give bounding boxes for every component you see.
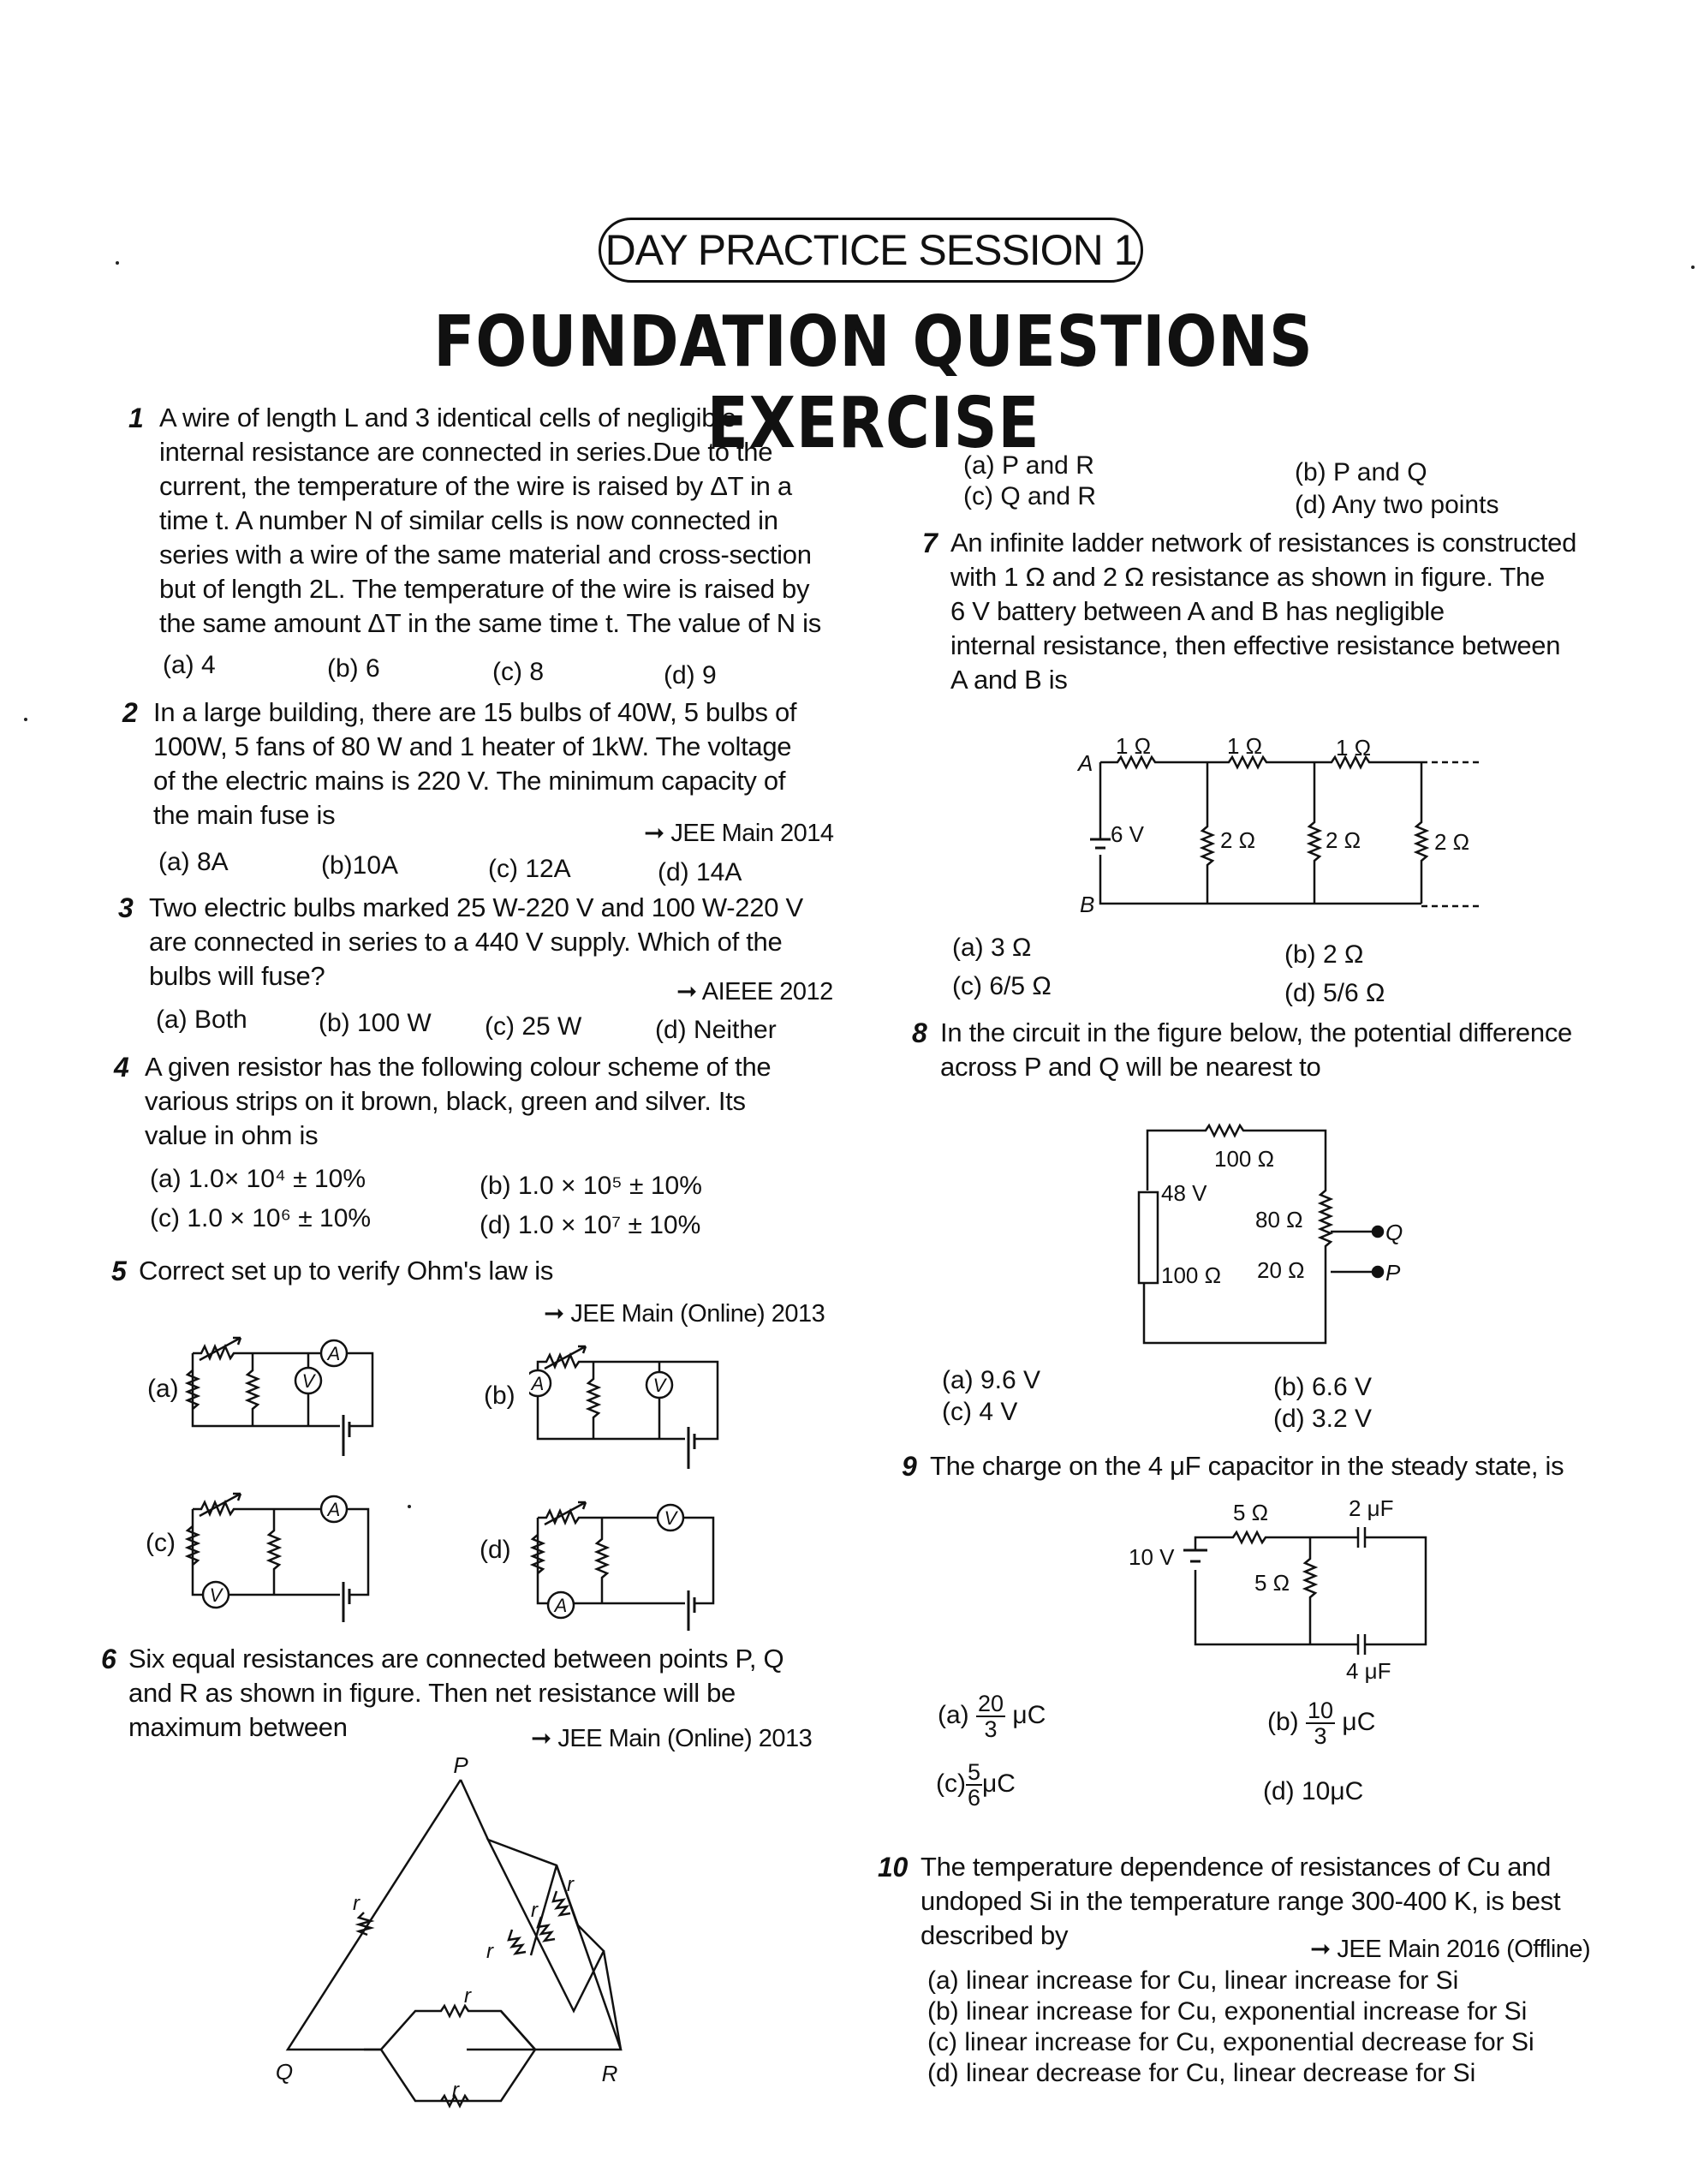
scan-speck bbox=[408, 1505, 411, 1508]
source-tag: ➞ JEE Main 2016 (Offline) bbox=[1310, 1936, 1591, 1963]
option: (b) 6.6 V bbox=[1273, 1373, 1373, 1401]
question-number: 1 bbox=[128, 403, 144, 433]
question-4 bbox=[114, 1050, 771, 1153]
ammeter-label: A bbox=[531, 1373, 545, 1394]
option-label: (c) bbox=[146, 1529, 176, 1557]
question-text: current, the temperature of the wire is raised by ΔT in a bbox=[159, 471, 792, 501]
question-text: A and B is bbox=[950, 665, 1068, 695]
resistor-label: 5 Ω bbox=[1254, 1570, 1290, 1596]
option: (b) P and Q bbox=[1295, 458, 1427, 486]
question-text: A wire of length L and 3 identical cells of negligible bbox=[159, 403, 736, 433]
question-number: 2 bbox=[122, 697, 138, 728]
fraction bbox=[966, 1760, 982, 1810]
unit: μC bbox=[1342, 1707, 1376, 1736]
option: (b) 100 W bbox=[319, 1009, 432, 1037]
option: (d) Any two points bbox=[1295, 491, 1499, 519]
resistor-label: 5 Ω bbox=[1233, 1500, 1269, 1525]
question-text: and R as shown in figure. Then net resistance will be bbox=[128, 1678, 736, 1708]
question-text: 100W, 5 fans of 80 W and 1 heater of 1kW. The voltage bbox=[153, 731, 792, 761]
question-text: undoped Si in the temperature range 300-400 K, is best bbox=[921, 1886, 1561, 1916]
option: (d) 3.2 V bbox=[1273, 1405, 1373, 1433]
option: (a) linear increase for Cu, linear increase for Si bbox=[927, 1966, 1459, 1995]
question-text: but of length 2L. The temperature of the wire is raised by bbox=[159, 574, 810, 604]
resistor-label: r bbox=[531, 1899, 538, 1922]
question-number: 7 bbox=[922, 528, 938, 558]
option: (c) Q and R bbox=[963, 482, 1097, 510]
option-label: (b) bbox=[484, 1381, 515, 1410]
option-label: (b) bbox=[1267, 1707, 1299, 1736]
question-number: 8 bbox=[912, 1017, 927, 1048]
series-resistor-label: 1 Ω bbox=[1336, 735, 1372, 761]
series-resistor-label: 1 Ω bbox=[1116, 733, 1152, 759]
question-text: across P and Q will be nearest to bbox=[940, 1052, 1321, 1082]
capacitor-label: 2 μF bbox=[1349, 1495, 1394, 1521]
session-badge: DAY PRACTICE SESSION 1 bbox=[599, 218, 1143, 283]
question-text: maximum between bbox=[128, 1712, 348, 1742]
shunt-resistor-label: 2 Ω bbox=[1326, 827, 1361, 853]
ohms-law-circuit-a bbox=[184, 1332, 390, 1477]
option: (a) 8A bbox=[158, 848, 229, 876]
question-text: In a large building, there are 15 bulbs of 40W, 5 bulbs of bbox=[153, 697, 797, 727]
option: (d) 9 bbox=[664, 661, 717, 689]
node-q-label: Q bbox=[275, 2059, 294, 2085]
battery-label: 6 V bbox=[1111, 821, 1145, 847]
option: (a) 1.0× 10⁴ ± 10% bbox=[150, 1165, 366, 1193]
scan-speck bbox=[24, 718, 27, 721]
option: (c) 8 bbox=[492, 658, 544, 686]
question-text: In the circuit in the figure below, the potential difference bbox=[940, 1017, 1572, 1047]
page-title: FOUNDATION QUESTIONS EXERCISE bbox=[433, 301, 1314, 464]
question-1 bbox=[128, 401, 821, 641]
question-text: bulbs will fuse? bbox=[149, 961, 325, 991]
question-text: The temperature dependence of resistances of Cu and bbox=[921, 1852, 1552, 1882]
potential-divider-figure bbox=[1129, 1113, 1420, 1353]
question-number: 10 bbox=[878, 1852, 908, 1883]
emf-label: 10 V bbox=[1129, 1544, 1175, 1570]
triangle-resistor-network bbox=[274, 1754, 634, 2122]
question-text: series with a wire of the same material and cross-section bbox=[159, 540, 812, 570]
question-number: 5 bbox=[111, 1256, 127, 1286]
option: (a) 3 Ω bbox=[952, 934, 1032, 962]
node-a-label: A bbox=[1078, 750, 1093, 776]
option: (c) 4 V bbox=[942, 1398, 1018, 1426]
numerator: 10 bbox=[1308, 1698, 1334, 1723]
option: (a) 4 bbox=[163, 651, 216, 679]
question-text: the main fuse is bbox=[153, 800, 336, 830]
internal-resistance-label: 100 Ω bbox=[1161, 1262, 1222, 1288]
question-2 bbox=[122, 695, 796, 832]
ammeter-label: A bbox=[554, 1595, 568, 1616]
resistor-label: r bbox=[452, 2079, 459, 2102]
option: (a) P and R bbox=[963, 451, 1094, 480]
option: (d) linear decrease for Cu, linear decrease for Si bbox=[927, 2059, 1476, 2087]
option: (a) 9.6 V bbox=[942, 1366, 1041, 1394]
ammeter-label: A bbox=[327, 1343, 341, 1364]
question-7 bbox=[922, 526, 1576, 697]
question-text: Correct set up to verify Ohm's law is bbox=[139, 1256, 554, 1286]
capacitor-label: 4 μF bbox=[1346, 1658, 1391, 1684]
option bbox=[936, 1760, 1016, 1810]
node-p-label: P bbox=[453, 1754, 468, 1778]
voltmeter-label: V bbox=[652, 1375, 666, 1396]
question-8 bbox=[912, 1016, 1572, 1084]
node-b-label: B bbox=[1080, 892, 1095, 917]
question-text: An infinite ladder network of resistances is constructed bbox=[950, 528, 1577, 558]
numerator: 20 bbox=[978, 1691, 1004, 1716]
shunt-resistor-label: 2 Ω bbox=[1434, 829, 1470, 855]
question-text: internal resistance, then effective resistance between bbox=[950, 630, 1561, 660]
option: (b) linear increase for Cu, exponential increase for Si bbox=[927, 1997, 1528, 2026]
question-number: 3 bbox=[118, 892, 134, 923]
option: (c) 1.0 × 10⁶ ± 10% bbox=[150, 1204, 372, 1232]
resistor-label: r bbox=[353, 1892, 360, 1915]
question-9 bbox=[902, 1449, 1564, 1483]
option bbox=[1267, 1698, 1375, 1748]
option: (b) 2 Ω bbox=[1284, 940, 1364, 969]
unit: μC bbox=[982, 1769, 1016, 1798]
option: (d) Neither bbox=[655, 1016, 777, 1044]
option: (c) 12A bbox=[488, 855, 571, 883]
question-text: value in ohm is bbox=[145, 1120, 319, 1150]
lower-resistor-label: 20 Ω bbox=[1257, 1257, 1305, 1283]
upper-resistor-label: 80 Ω bbox=[1255, 1207, 1303, 1232]
voltmeter-label: V bbox=[209, 1584, 223, 1606]
ohms-law-circuit-d bbox=[529, 1496, 735, 1642]
numerator: 5 bbox=[967, 1759, 981, 1785]
voltmeter-label: V bbox=[664, 1507, 677, 1529]
option: (b) 1.0 × 10⁵ ± 10% bbox=[480, 1172, 702, 1200]
fraction bbox=[1306, 1698, 1335, 1748]
source-tag: ➞ JEE Main (Online) 2013 bbox=[544, 1300, 825, 1328]
option: (d) 5/6 Ω bbox=[1284, 979, 1385, 1007]
option-label: (d) bbox=[480, 1536, 511, 1564]
option-label: (a) bbox=[147, 1375, 179, 1403]
top-resistor-label: 100 Ω bbox=[1214, 1146, 1275, 1172]
question-text: various strips on it brown, black, green and silver. Its bbox=[145, 1086, 746, 1116]
option: (d) 14A bbox=[658, 858, 742, 886]
resistor-label: r bbox=[486, 1940, 493, 1963]
capacitor-circuit-figure bbox=[1122, 1495, 1439, 1687]
option: (b) 6 bbox=[327, 654, 380, 683]
question-text: A given resistor has the following colour scheme of the bbox=[145, 1052, 772, 1082]
source-tag: ➞ JEE Main 2014 bbox=[644, 820, 834, 847]
question-text: with 1 Ω and 2 Ω resistance as shown in figure. The bbox=[950, 562, 1545, 592]
question-number: 4 bbox=[114, 1052, 129, 1083]
question-text: Two electric bulbs marked 25 W-220 V and 100 W-220 V bbox=[149, 892, 803, 922]
question-text: Six equal resistances are connected between points P, Q bbox=[128, 1644, 784, 1674]
series-resistor-label: 1 Ω bbox=[1227, 733, 1263, 759]
question-text: the same amount ΔT in the same time t. The value of N is bbox=[159, 608, 821, 638]
option: (a) Both bbox=[156, 1005, 247, 1034]
question-text: time t. A number N of similar cells is now connected in bbox=[159, 505, 778, 535]
fraction bbox=[976, 1692, 1005, 1741]
unit: μC bbox=[1012, 1700, 1046, 1729]
terminal-p-label: P bbox=[1385, 1260, 1401, 1286]
question-text: internal resistance are connected in series.Due to the bbox=[159, 437, 773, 467]
denominator: 3 bbox=[1314, 1723, 1327, 1749]
option bbox=[938, 1692, 1046, 1741]
option-label: (c) bbox=[936, 1769, 966, 1798]
option: (d) 10μC bbox=[1263, 1777, 1364, 1805]
question-text: of the electric mains is 220 V. The minimum capacity of bbox=[153, 766, 786, 796]
node-r-label: R bbox=[601, 2061, 618, 2086]
question-number: 9 bbox=[902, 1451, 917, 1482]
question-text: are connected in series to a 440 V supply. Which of the bbox=[149, 927, 783, 957]
resistor-label: r bbox=[567, 1873, 574, 1896]
source-tag: ➞ AIEEE 2012 bbox=[676, 978, 833, 1005]
shunt-resistor-label: 2 Ω bbox=[1220, 827, 1256, 853]
question-text: described by bbox=[921, 1920, 1069, 1950]
ammeter-label: A bbox=[327, 1499, 341, 1520]
denominator: 3 bbox=[984, 1716, 998, 1742]
option: (d) 1.0 × 10⁷ ± 10% bbox=[480, 1211, 701, 1239]
scan-speck bbox=[116, 261, 119, 265]
option: (c) linear increase for Cu, exponential decrease for Si bbox=[927, 2028, 1534, 2056]
source-tag: ➞ JEE Main (Online) 2013 bbox=[531, 1725, 813, 1752]
emf-label: 48 V bbox=[1161, 1180, 1207, 1206]
terminal-q-label: Q bbox=[1385, 1220, 1403, 1245]
scan-speck bbox=[1691, 266, 1695, 269]
question-text: 6 V battery between A and B has negligible bbox=[950, 596, 1445, 626]
voltmeter-label: V bbox=[301, 1370, 315, 1392]
option: (c) 6/5 Ω bbox=[952, 972, 1052, 1000]
option: (b)10A bbox=[321, 851, 399, 880]
denominator: 6 bbox=[967, 1785, 981, 1811]
ladder-network-figure bbox=[1075, 728, 1486, 921]
question-5 bbox=[111, 1254, 553, 1288]
resistor-label: r bbox=[464, 1984, 471, 2008]
option-label: (a) bbox=[938, 1700, 969, 1729]
question-number: 6 bbox=[101, 1644, 116, 1674]
ohms-law-circuit-b bbox=[529, 1340, 735, 1486]
question-text: The charge on the 4 μF capacitor in the steady state, is bbox=[930, 1451, 1564, 1481]
option: (c) 25 W bbox=[485, 1012, 582, 1041]
ohms-law-circuit-c bbox=[184, 1488, 390, 1633]
